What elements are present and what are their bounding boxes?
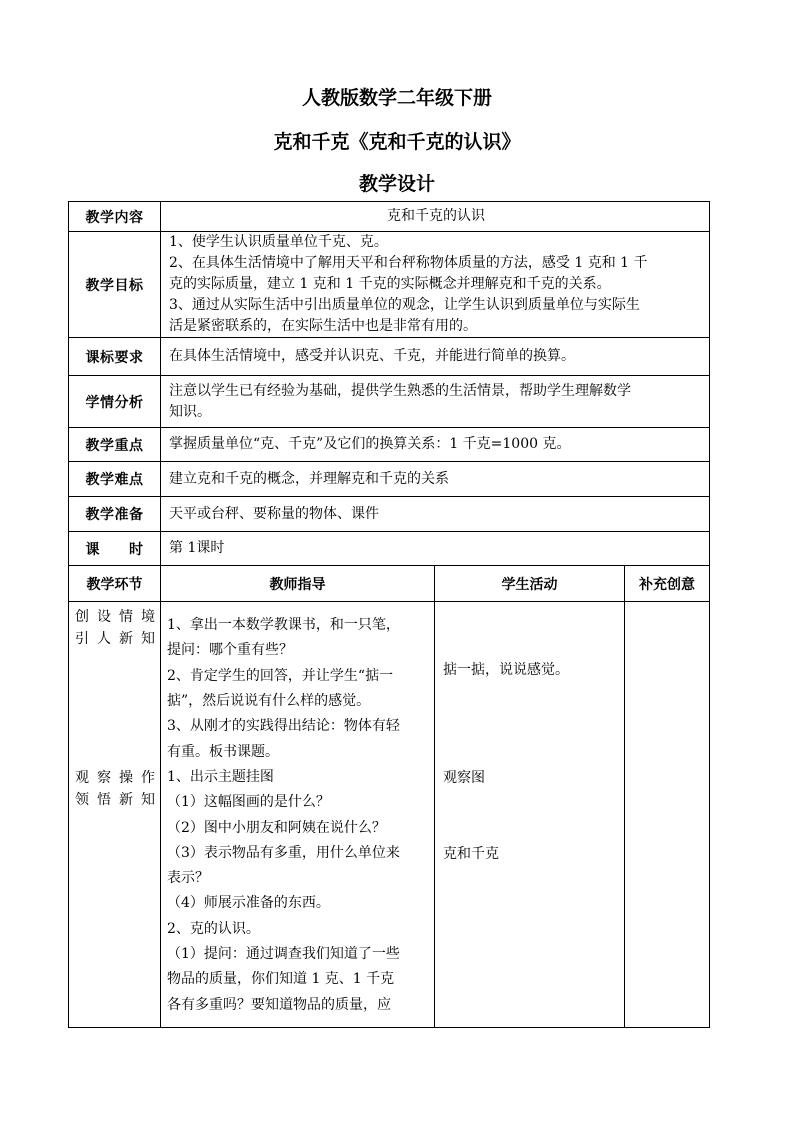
teacher-line: 表示？ [167, 870, 209, 887]
header-student: 学生活动 [435, 566, 625, 602]
row-value: 第 1课时 [161, 532, 710, 566]
teacher-line: 提问：哪个重有些？ [167, 642, 293, 659]
analysis-text [161, 376, 710, 428]
lesson-title: 克和千克《克和千克的认识》 [273, 131, 521, 153]
row-standards [69, 338, 710, 376]
goals-text [161, 232, 710, 338]
teacher-guidance [161, 611, 434, 1018]
stage-line: 引人新知 [75, 631, 155, 647]
row-value: 天平或台秤、要称量的物体、课件 [161, 497, 710, 532]
teacher-line: 2、克的认识。 [167, 920, 260, 937]
teacher-line: （4）师展示准备的东西。 [167, 895, 330, 912]
teacher-line: 1、出示主题挂图 [167, 768, 274, 785]
row-label: 课 时 [69, 532, 161, 566]
goal-line: 活是紧密联系的，在实际生活中也是非常有用的。 [169, 318, 477, 334]
student-activity: 克和千克 [443, 846, 499, 862]
goal-line: 3、通过从实际生活中引出质量单位的观念，让学生认识到质量单位与实际生 [169, 297, 640, 313]
teacher-line: 3、从刚才的实践得出结论：物体有轻 [167, 718, 400, 735]
row-goals [69, 232, 710, 338]
stage-1 [75, 606, 155, 650]
row-keypoint [69, 428, 710, 462]
process-body-row [69, 602, 710, 1028]
document-title: 人教版数学二年级下册 [301, 87, 492, 109]
row-value: 建立克和千克的概念，并理解克和千克的关系 [161, 462, 710, 497]
row-label: 教学难点 [69, 462, 161, 497]
row-preparation [69, 497, 710, 532]
row-label: 教学重点 [69, 428, 161, 462]
row-period [69, 532, 710, 566]
stage-line: 创设情境 [75, 609, 155, 625]
row-value: 克和千克的认识 [161, 202, 710, 232]
teacher-line: （2）图中小朋友和阿姨在说什么？ [167, 819, 386, 836]
stage-line: 观察操作 [75, 770, 155, 786]
process-header-row [69, 566, 710, 602]
section-title: 教学设计 [358, 173, 435, 195]
teacher-line: （1）这幅图画的是什么？ [167, 794, 330, 811]
student-activity: 掂一掂，说说感觉。 [443, 662, 569, 678]
row-value: 掌握质量单位“克、千克”及它们的换算关系：1 千克=1000 克。 [161, 428, 710, 462]
goal-line: 2、在具体生活情境中了解用天平和台秤称物体质量的方法，感受 1 克和 1 千 [169, 255, 648, 271]
row-difficulty [69, 462, 710, 497]
row-label: 教学目标 [69, 232, 161, 338]
teacher-line: （3）表示物品有多重，用什么单位来 [167, 844, 400, 861]
teacher-line: 1、拿出一本数学教课书，和一只笔， [167, 617, 400, 634]
row-content [69, 202, 710, 232]
teacher-column [161, 602, 435, 1028]
student-column [435, 602, 625, 1028]
teacher-line: 有重。板书课题。 [167, 743, 279, 760]
analysis-line: 知识。 [169, 403, 211, 420]
stage-line: 领悟新知 [75, 792, 155, 808]
student-activity: 观察图 [443, 770, 485, 786]
teacher-line: （1）提问：通过调查我们知道了一些 [167, 945, 400, 962]
lesson-plan-table [68, 201, 710, 1028]
goal-line: 1、使学生认识质量单位千克、克。 [169, 234, 388, 250]
analysis-line: 注意以学生已有经验为基础，提供学生熟悉的生活情景，帮助学生理解数学 [169, 382, 631, 399]
row-analysis [69, 376, 710, 428]
extra-column [625, 602, 710, 1028]
row-label: 教学内容 [69, 202, 161, 232]
goal-line: 克的实际质量，建立 1 克和 1 千克的实际概念并理解克和千克的关系。 [169, 276, 611, 292]
teacher-line: 各有多重吗？要知道物品的质量，应 [167, 996, 391, 1013]
row-value: 在具体生活情境中，感受并认识克、千克，并能进行简单的换算。 [161, 338, 710, 376]
row-label: 学情分析 [69, 376, 161, 428]
stage-column [69, 602, 161, 1028]
row-label: 教学准备 [69, 497, 161, 532]
header-stage: 教学环节 [69, 566, 161, 602]
row-label: 课标要求 [69, 338, 161, 376]
teacher-line: 2、肯定学生的回答，并让学生“掂一 [167, 667, 394, 684]
stage-2 [75, 767, 155, 811]
header-teacher: 教师指导 [161, 566, 435, 602]
teacher-line: 掂”，然后说说有什么样的感觉。 [167, 693, 371, 710]
teacher-line: 物品的质量，你们知道 1 克、1 千克 [167, 971, 395, 988]
header-extra: 补充创意 [625, 566, 710, 602]
